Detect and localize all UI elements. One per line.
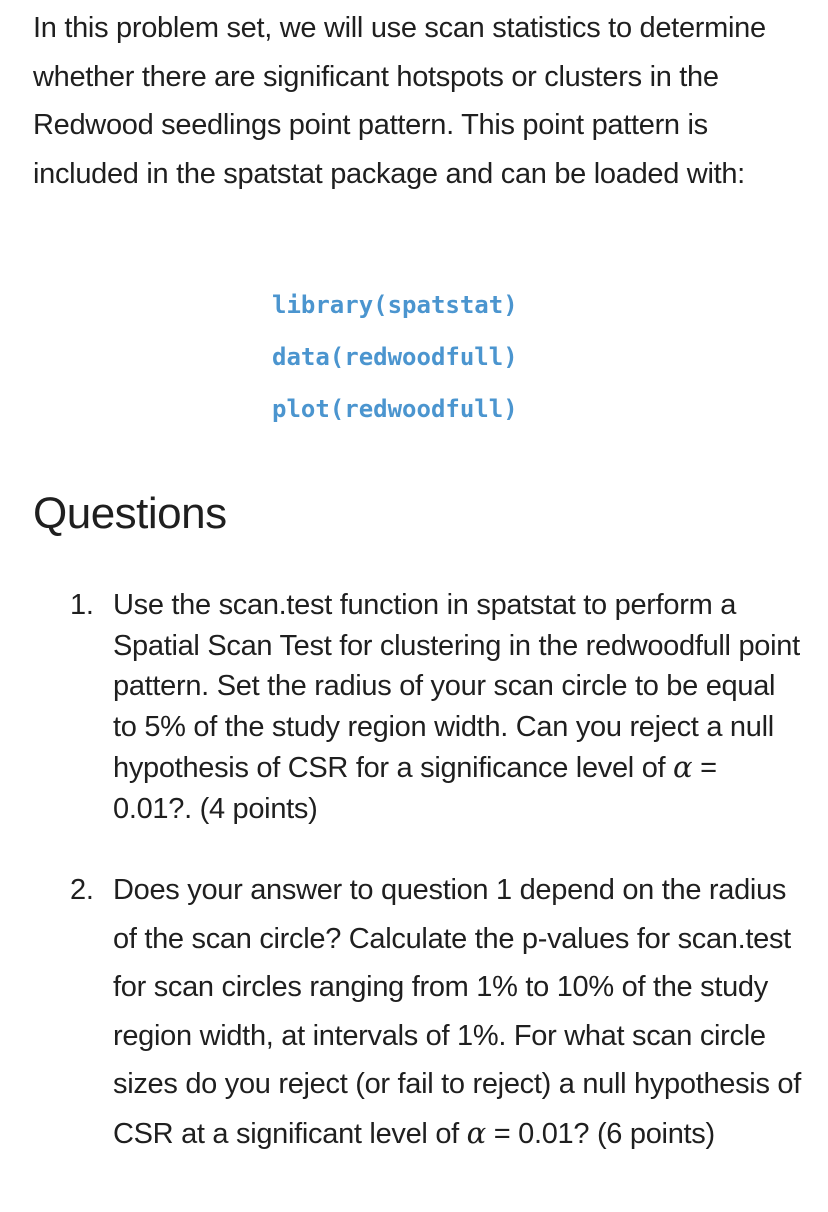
- question-number: 2.: [70, 874, 94, 906]
- code-line: data(redwoodfull): [272, 343, 518, 371]
- question-text-after: = 0.01?. (4 points): [113, 752, 717, 825]
- question-number: 1.: [70, 589, 94, 621]
- question-text: [113, 585, 803, 829]
- code-line: library(spatstat): [272, 291, 518, 319]
- question-text-after: = 0.01? (6 points): [485, 1117, 715, 1150]
- question-text: [113, 866, 803, 1158]
- code-line: plot(redwoodfull): [272, 395, 518, 423]
- questions-heading: Questions: [33, 489, 227, 538]
- alpha-symbol: α: [673, 750, 693, 784]
- question-text-before: Does your answer to question 1 depend on the radius of the scan circle? Calculate the p-values for scan.test for scan circles ranging from 1% to 10% of the study region width, at intervals of 1%. For what scan circle sizes do you reject (or fail to reject) a null hypothesis of CSR at a significant level of: [113, 874, 801, 1150]
- question-text-before: Use the scan.test function in spatstat to perform a Spatial Scan Test for clustering in the redwoodfull point pattern. Set the radius of your scan circle to be equal to 5% of the study region width. Can you reject a null hypothesis of CSR for a significance level of: [113, 589, 800, 784]
- code-block: [272, 279, 518, 435]
- alpha-symbol: α: [466, 1115, 486, 1150]
- intro-paragraph: In this problem set, we will use scan statistics to determine whether there are significant hotspots or clusters in the Redwood seedlings point pattern. This point pattern is included in the spatstat package and can be loaded with:: [33, 12, 766, 190]
